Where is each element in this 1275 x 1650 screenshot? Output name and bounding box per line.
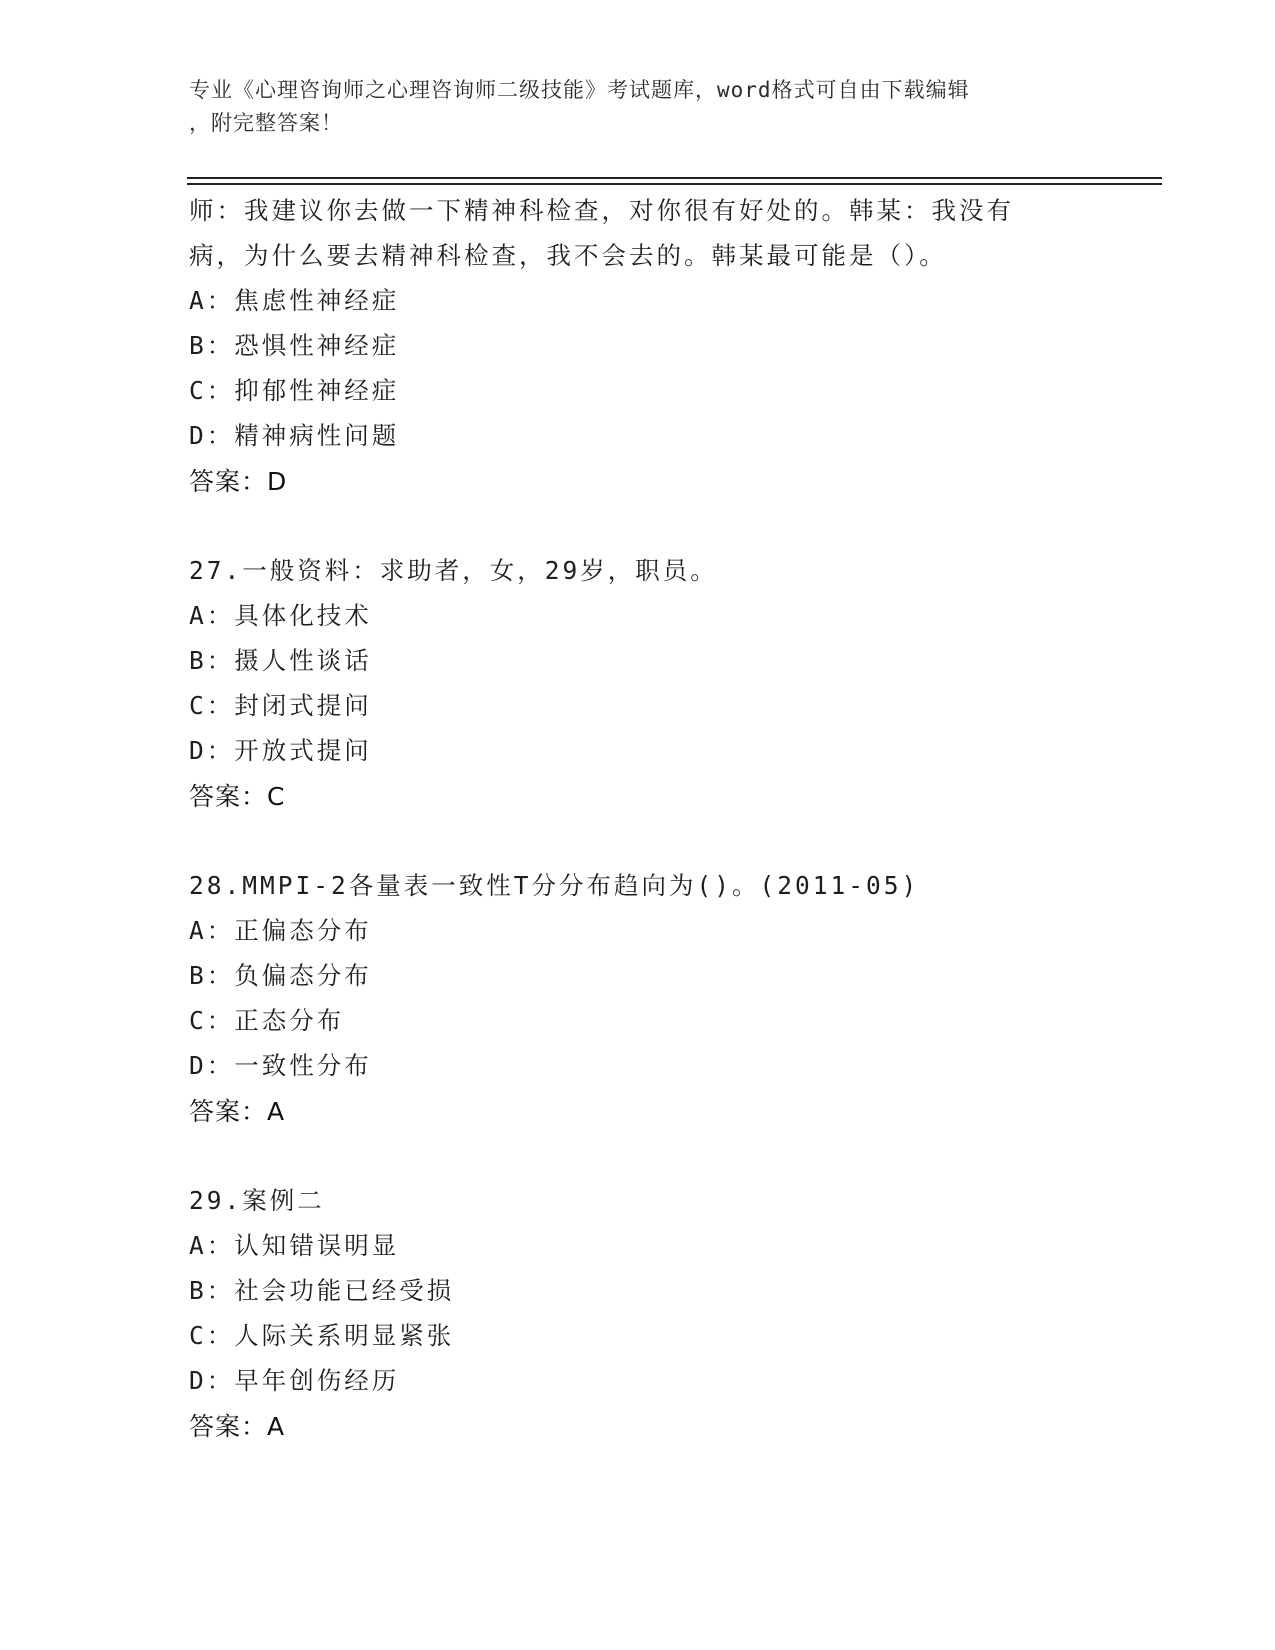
- option-d: D：早年创伤经历: [189, 1366, 400, 1395]
- answer-line: 答案：A: [189, 1412, 286, 1441]
- header-subtitle-line: ，附完整答案！: [189, 111, 343, 135]
- option-a: A：具体化技术: [189, 601, 372, 630]
- question-stem: 27.一般资料：求助者，女，29岁，职员。: [189, 556, 718, 585]
- header-divider-top: [187, 177, 1162, 179]
- option-b: B：恐惧性神经症: [189, 331, 400, 360]
- option-c: C：正态分布: [189, 1006, 345, 1035]
- option-a: A：正偏态分布: [189, 916, 372, 945]
- answer-line: 答案：C: [189, 782, 286, 811]
- question-stem: 29.案例二: [189, 1186, 325, 1215]
- option-a: A：认知错误明显: [189, 1231, 400, 1260]
- header-divider-bottom: [187, 183, 1162, 185]
- header-title-line: 专业《心理咨询师之心理咨询师二级技能》考试题库，word格式可自由下载编辑: [189, 78, 970, 102]
- option-d: D：一致性分布: [189, 1051, 372, 1080]
- answer-line: 答案：D: [189, 467, 288, 496]
- question-stem: 28.MMPI-2各量表一致性T分分布趋向为()。(2011-05): [189, 871, 920, 900]
- option-c: C：人际关系明显紧张: [189, 1321, 455, 1350]
- option-b: B：社会功能已经受损: [189, 1276, 455, 1305]
- question-stem-line: 病，为什么要去精神科检查，我不会去的。韩某最可能是（）。: [189, 241, 947, 270]
- option-c: C：抑郁性神经症: [189, 376, 400, 405]
- option-b: B：摄人性谈话: [189, 646, 372, 675]
- option-a: A：焦虑性神经症: [189, 286, 400, 315]
- option-c: C：封闭式提问: [189, 691, 372, 720]
- option-b: B：负偏态分布: [189, 961, 372, 990]
- option-d: D：开放式提问: [189, 736, 372, 765]
- document-header: [189, 74, 1089, 140]
- option-d: D：精神病性问题: [189, 421, 400, 450]
- answer-line: 答案：A: [189, 1097, 286, 1126]
- question-stem-line: 师：我建议你去做一下精神科检查，对你很有好处的。韩某：我没有: [189, 196, 1014, 225]
